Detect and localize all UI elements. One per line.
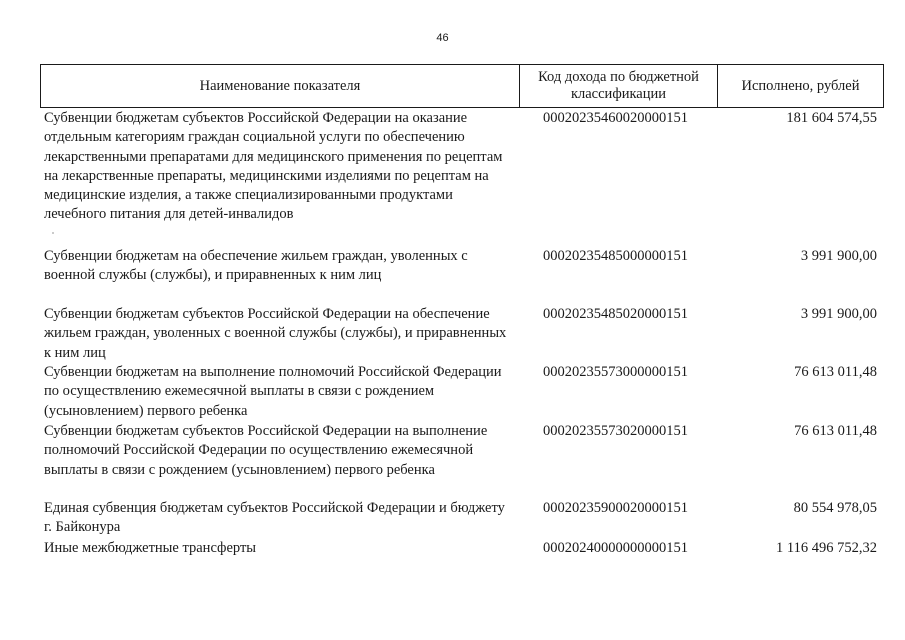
table-header [40, 64, 884, 108]
page-number: 46 [436, 32, 449, 44]
row-name: Субвенции бюджетам субъектов Российской Федерации на обеспечение жильем граждан, уволенных с военной службы (службы), и приравненных к ним лиц [44, 306, 507, 361]
row-amount: 80 554 978,05 [793, 500, 877, 516]
row-amount: 76 613 011,48 [794, 423, 877, 439]
row-amount: 76 613 011,48 [794, 364, 877, 380]
header-code [520, 65, 718, 107]
row-name: Субвенции бюджетам на выполнение полномочий Российской Федерации по осуществлению ежемесячной выплаты в связи с рождением (усыновлением) первого ребенка [44, 364, 502, 419]
row-amount: 3 991 900,00 [800, 248, 877, 264]
row-name: Единая субвенция бюджетам субъектов Российской Федерации и бюджету г. Байконура [44, 500, 505, 536]
row-code: 00020235573020000151 [543, 423, 688, 439]
row-amount: 1 116 496 752,32 [776, 540, 877, 556]
row-code: 00020240000000000151 [543, 540, 688, 556]
row-amount: 181 604 574,55 [786, 110, 877, 126]
header-amount: Исполнено, рублей [741, 77, 860, 94]
row-code: 00020235573000000151 [543, 364, 688, 380]
header-code-line2: классификации [570, 86, 667, 102]
row-name: Субвенции бюджетам субъектов Российской Федерации на выполнение полномочий Российской Федерации по осуществлению ежемесячной выплаты в связи с рождением (усыновлением) первого ребенка [44, 423, 488, 478]
row-name: Субвенции бюджетам субъектов Российской Федерации на оказание отдельным категориям граждан социальной услуги по обеспечению лекарственными препаратами для медицинского применения по рецептам на лекарственные препараты, медицинскими изделиями по рецептам на медицинские изделия, а также специализированными продуктами лечебного питания для детей-инвалидов [44, 110, 503, 223]
row-code: 00020235460020000151 [543, 110, 688, 126]
row-code: 00020235900020000151 [543, 500, 688, 516]
header-code-line1: Код дохода по бюджетной [538, 69, 699, 85]
header-name: Наименование показателя [41, 65, 520, 107]
row-name: Субвенции бюджетам на обеспечение жильем граждан, уволенных с военной службы (службы), и приравненных к ним лиц [44, 248, 468, 284]
row-code: 00020235485000000151 [543, 248, 688, 264]
row-amount: 3 991 900,00 [800, 306, 877, 322]
scan-mark [52, 232, 54, 234]
row-name: Иные межбюджетные трансферты [44, 540, 257, 556]
row-code: 00020235485020000151 [543, 306, 688, 322]
